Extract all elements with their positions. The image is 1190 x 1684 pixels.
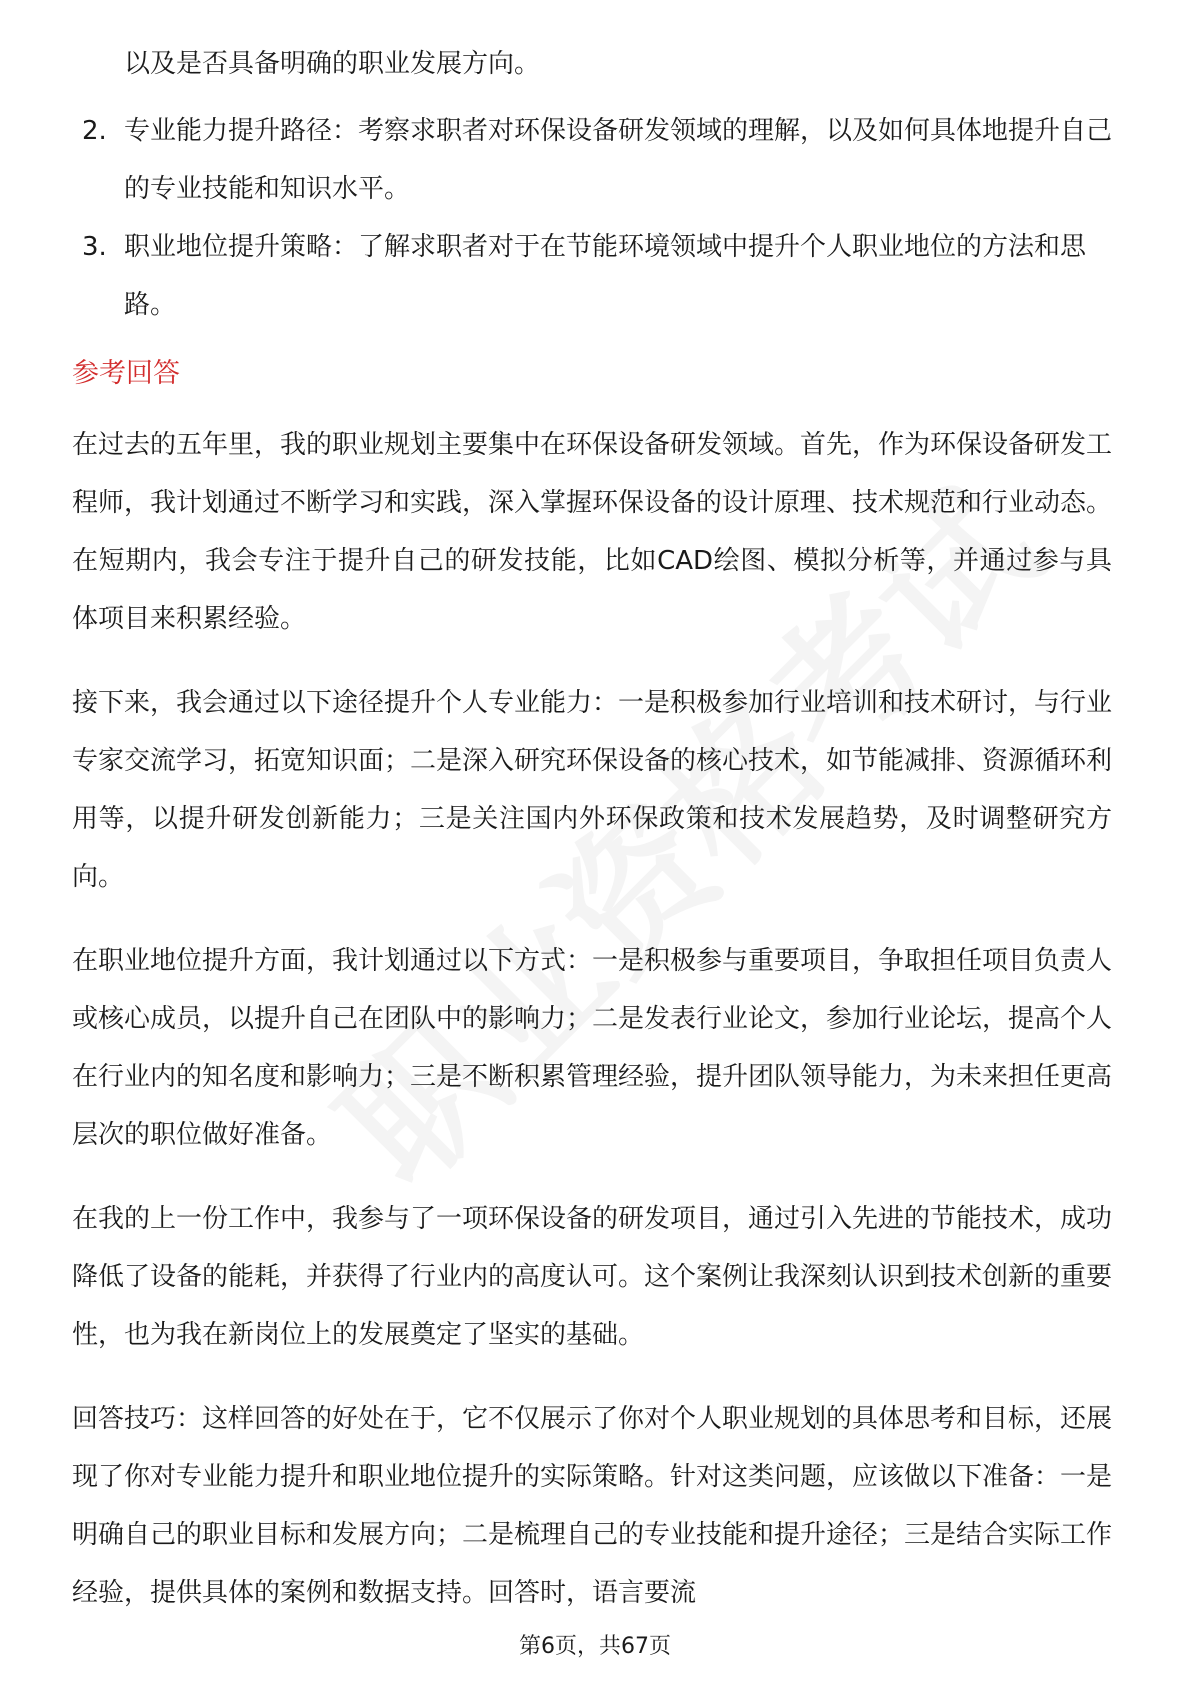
section-heading: 参考回答 — [72, 358, 180, 389]
criteria-list — [72, 102, 1112, 334]
answer-tips-paragraph: 回答技巧：这样回答的好处在于，它不仅展示了你对个人职业规划的具体思考和目标，还展现了你对专业能力提升和职业地位提升的实际策略。针对这类问题，应该做以下准备：一是明确自己的职业目标和发展方向；二是梳理自己的专业技能和提升途径；三是结合实际工作经验，提供具体的案例和数据支持。回答时，语言要流 — [72, 1404, 1113, 1608]
answer-paragraph: 在过去的五年里，我的职业规划主要集中在环保设备研发领域。首先，作为环保设备研发工程师，我计划通过不断学习和实践，深入掌握环保设备的设计原理、技术规范和行业动态。在短期内，我会专注于提升自己的研发技能，比如CAD绘图、模拟分析等，并通过参与具体项目来积累经验。 — [72, 430, 1113, 634]
list-item — [72, 102, 1112, 218]
page-content — [72, 44, 1112, 1648]
answer-paragraph: 在我的上一份工作中，我参与了一项环保设备的研发项目，通过引入先进的节能技术，成功降低了设备的能耗，并获得了行业内的高度认可。这个案例让我深刻认识到技术创新的重要性，也为我在新岗位上的发展奠定了坚实的基础。 — [72, 1204, 1113, 1350]
answer-paragraph: 接下来，我会通过以下途径提升个人专业能力：一是积极参加行业培训和技术研讨，与行业专家交流学习，拓宽知识面；二是深入研究环保设备的核心技术，如节能减排、资源循环利用等，以提升研发创新能力；三是关注国内外环保政策和技术发展趋势，及时调整研究方向。 — [72, 688, 1113, 892]
list-item — [72, 218, 1112, 334]
list-item-text: 职业地位提升策略：了解求职者对于在节能环境领域中提升个人职业地位的方法和思路。 — [124, 232, 1087, 320]
page-number-footer: 第6页，共67页 — [519, 1634, 671, 1659]
list-item-text: 专业能力提升路径：考察求职者对环保设备研发领域的理解，以及如何具体地提升自己的专业技能和知识水平。 — [124, 116, 1113, 204]
list-item-number: 3. — [82, 232, 107, 262]
list-item-number: 2. — [82, 116, 107, 146]
list-item-continuation: 以及是否具备明确的职业发展方向。 — [124, 49, 541, 79]
answer-paragraph: 在职业地位提升方面，我计划通过以下方式：一是积极参与重要项目，争取担任项目负责人或核心成员，以提升自己在团队中的影响力；二是发表行业论文，参加行业论坛，提高个人在行业内的知名度和影响力；三是不断积累管理经验，提升团队领导能力，为未来担任更高层次的职位做好准备。 — [72, 946, 1113, 1150]
